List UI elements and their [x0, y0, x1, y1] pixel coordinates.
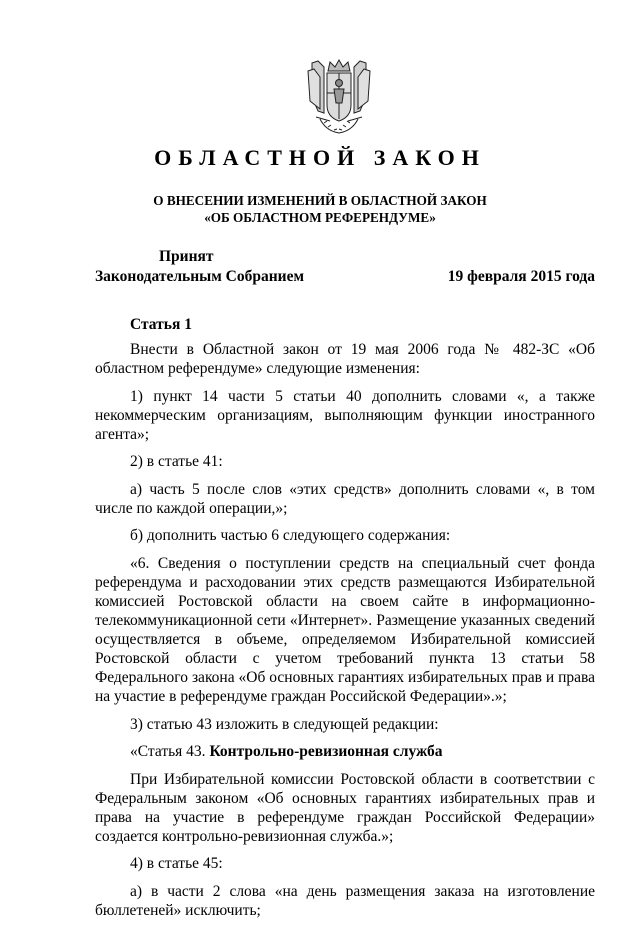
document-subtitle — [0, 192, 640, 226]
adopted-label: Принят — [159, 248, 214, 265]
article-heading: Статья 1 — [130, 316, 192, 333]
amendment-item-2b: б) дополнить частью 6 следующего содержания: — [130, 527, 451, 545]
amendment-item-4: 4) в статье 45: — [130, 855, 223, 873]
amendment-item-1: 1) пункт 14 части 5 статьи 40 дополнить словами «, а также некоммерческим организациям, выполняющим функции иностранного агента»; — [95, 387, 595, 443]
rostov-oblast-coat-of-arms-icon — [306, 57, 372, 135]
subtitle-line-1: О ВНЕСЕНИИ ИЗМЕНЕНИЙ В ОБЛАСТНОЙ ЗАКОН — [153, 193, 487, 208]
adoption-block — [95, 247, 595, 287]
amendment-item-2: 2) в статье 41: — [130, 453, 223, 471]
article-43-text: При Избирательной комиссии Ростовской области в соответствии с Федеральным законом «Об основных гарантиях избирательных прав и права на участие в референдуме граждан Российской Федерации» создается контрольно-ревизионная служба.»; — [95, 770, 595, 845]
amendment-item-4a: а) в части 2 слова «на день размещения заказа на изготовление бюллетеней» исключить; — [95, 882, 595, 919]
article-43-prefix: «Статья 43. — [130, 743, 210, 761]
article-intro: Внести в Областной закон от 19 мая 2006 года № 482-ЗС «Об областном референдуме» следующие изменения: — [95, 341, 595, 377]
amendment-item-2b-text: «6. Сведения о поступлении средств на специальный счет фонда референдума и расходовании этих средств размещаются Избирательной комиссией Ростовской области на своем сайте в информационно-телекоммуникационной сети «Интернет». Размещение указанных сведений осуществляется в объеме, определяемом Избирательной комиссией Ростовской области с учетом требований пункта 13 статьи 58 Федерального закона «Об основных гарантиях избирательных прав и права на участие в референдуме граждан Российской Федерации».»; — [95, 554, 595, 705]
document-title: ОБЛАСТНОЙ ЗАКОН — [154, 145, 486, 170]
article-43-title: Контрольно-ревизионная служба — [209, 743, 443, 761]
adopting-body: Законодательным Собранием — [95, 268, 305, 285]
article-43-heading — [95, 742, 595, 761]
adoption-date: 19 февраля 2015 года — [447, 268, 595, 285]
document-body — [95, 315, 595, 929]
amendment-item-2a: а) часть 5 после слов «этих средств» дополнить словами «, в том числе по каждой операции,»; — [95, 480, 595, 517]
amendment-item-3: 3) статью 43 изложить в следующей редакции: — [130, 715, 439, 733]
subtitle-line-2: «ОБ ОБЛАСТНОМ РЕФЕРЕНДУМЕ» — [204, 210, 436, 225]
